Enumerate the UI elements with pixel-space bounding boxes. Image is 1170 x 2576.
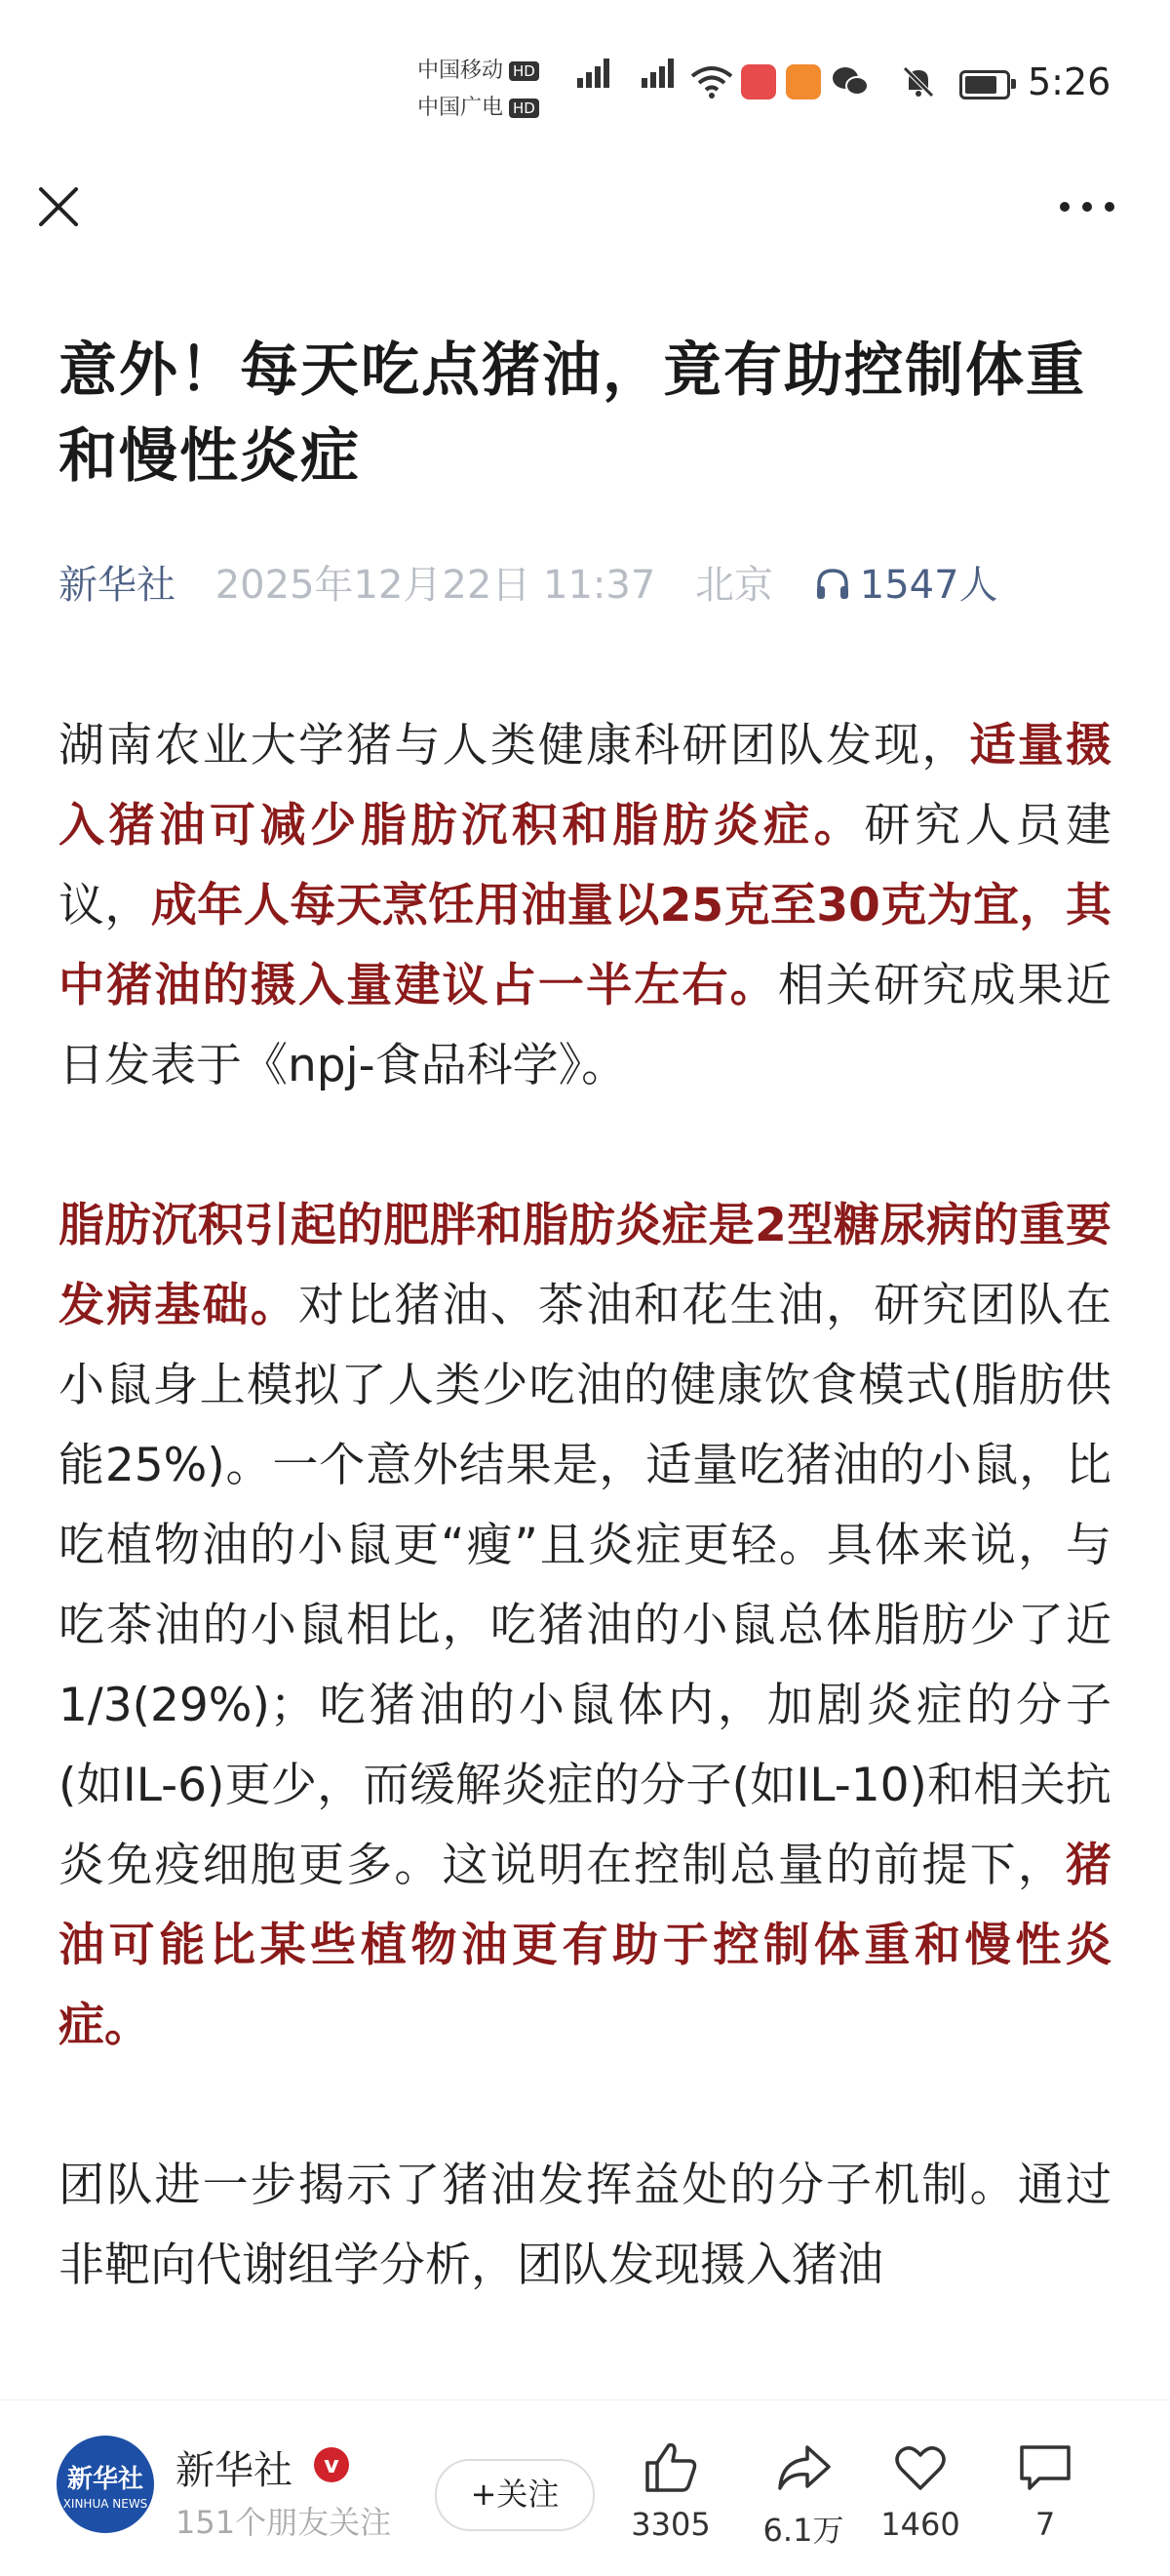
hd-badge: HD (509, 61, 539, 81)
share-icon (774, 2439, 833, 2496)
article-meta (58, 558, 998, 613)
carrier-1: 中国移动 (417, 59, 504, 83)
like-button[interactable] (612, 2439, 729, 2543)
highlighted-text: 成年人每天烹饪用油量以25克至30克为宜，其中猪油的摄入量建议占一半左右。 (58, 879, 1112, 1012)
wifi-icon (690, 64, 733, 99)
friends-follow-count: 151个朋友关注 (176, 2504, 392, 2541)
article-paragraph (58, 706, 1112, 1106)
app-notification-icon (741, 64, 776, 99)
signal-icon (642, 59, 677, 88)
share-count: 6.1万 (762, 2512, 844, 2549)
signal-icon (577, 59, 612, 88)
headphones-icon (813, 565, 852, 604)
favorite-button[interactable] (862, 2439, 979, 2543)
paragraph-text: 团队进一步揭示了猪油发挥益处的分子机制。通过非靶向代谢组学分析，团队发现摄入猪油 (58, 2159, 1112, 2292)
thumbs-up-icon (642, 2439, 700, 2496)
article-paragraph (58, 1186, 1112, 2066)
article-title: 意外！每天吃点猪油，竟有助控制体重和慢性炎症 (58, 337, 1086, 491)
article-body (58, 706, 1112, 2386)
like-count: 3305 (631, 2506, 711, 2543)
app-notification-icon (786, 64, 821, 99)
paragraph-text: 研究人员建议， (58, 799, 1112, 932)
status-bar (0, 0, 1170, 166)
wechat-icon (831, 64, 870, 99)
account-name[interactable]: 新华社 (176, 2448, 292, 2493)
paragraph-text: 对比猪油、茶油和花生油，研究团队在小鼠身上模拟了人类少吃油的健康饮食模式(脂肪供能25%)。一个意外结果是，适量吃猪油的小鼠，比吃植物油的小鼠更“瘦”且炎症更轻。具体来说，与吃茶油的小鼠相比，吃猪油的小鼠总体脂肪少了近1/3(29%)；吃猪油的小鼠体内，加剧炎症的分子(如IL-6)更少，而缓解炎症的分子(如IL-10)和相关抗炎免疫细胞更多。这说明在控制总量的前提下， (58, 1279, 1112, 1892)
hd-badge: HD (509, 99, 539, 118)
comment-icon (1016, 2439, 1074, 2496)
battery-icon (959, 70, 1010, 99)
heart-icon (891, 2439, 950, 2496)
logo-text: 新华社 (66, 2465, 143, 2494)
share-button[interactable] (745, 2439, 862, 2551)
comment-button[interactable] (987, 2439, 1104, 2543)
more-options-icon[interactable] (1053, 187, 1121, 226)
article-location: 北京 (695, 563, 774, 608)
bottom-action-bar (0, 2399, 1170, 2576)
carrier-info (417, 53, 539, 127)
close-icon[interactable] (35, 183, 82, 230)
favorite-count: 1460 (880, 2506, 960, 2543)
verified-badge-icon: v (314, 2447, 349, 2482)
highlighted-text: 猪油可能比某些植物油更有助于控制体重和慢性炎症。 (58, 1839, 1112, 2052)
highlighted-text: 脂肪沉积引起的肥胖和脂肪炎症是2型糖尿病的重要发病基础。 (58, 1199, 1112, 1332)
comment-count: 7 (1034, 2506, 1056, 2543)
highlighted-text: 适量摄入猪油可减少脂肪沉积和脂肪炎症。 (58, 719, 1112, 852)
carrier-2: 中国广电 (417, 96, 504, 120)
logo-en-text: XINHUA NEWS (62, 2497, 148, 2511)
account-avatar[interactable] (57, 2436, 154, 2533)
paragraph-text: 湖南农业大学猪与人类健康科研团队发现， (58, 719, 970, 773)
article-source[interactable]: 新华社 (58, 563, 176, 608)
follow-button[interactable]: +关注 (435, 2459, 595, 2531)
mute-bell-icon (901, 64, 936, 99)
listen-button[interactable] (813, 563, 998, 608)
article-date: 2025年12月22日 11:37 (214, 563, 656, 608)
clock: 5:26 (1028, 60, 1112, 103)
article-paragraph (58, 2146, 1112, 2306)
paragraph-text: 相关研究成果近日发表于《npj-食品科学》。 (58, 959, 1112, 1092)
listen-count: 1547人 (859, 563, 998, 608)
